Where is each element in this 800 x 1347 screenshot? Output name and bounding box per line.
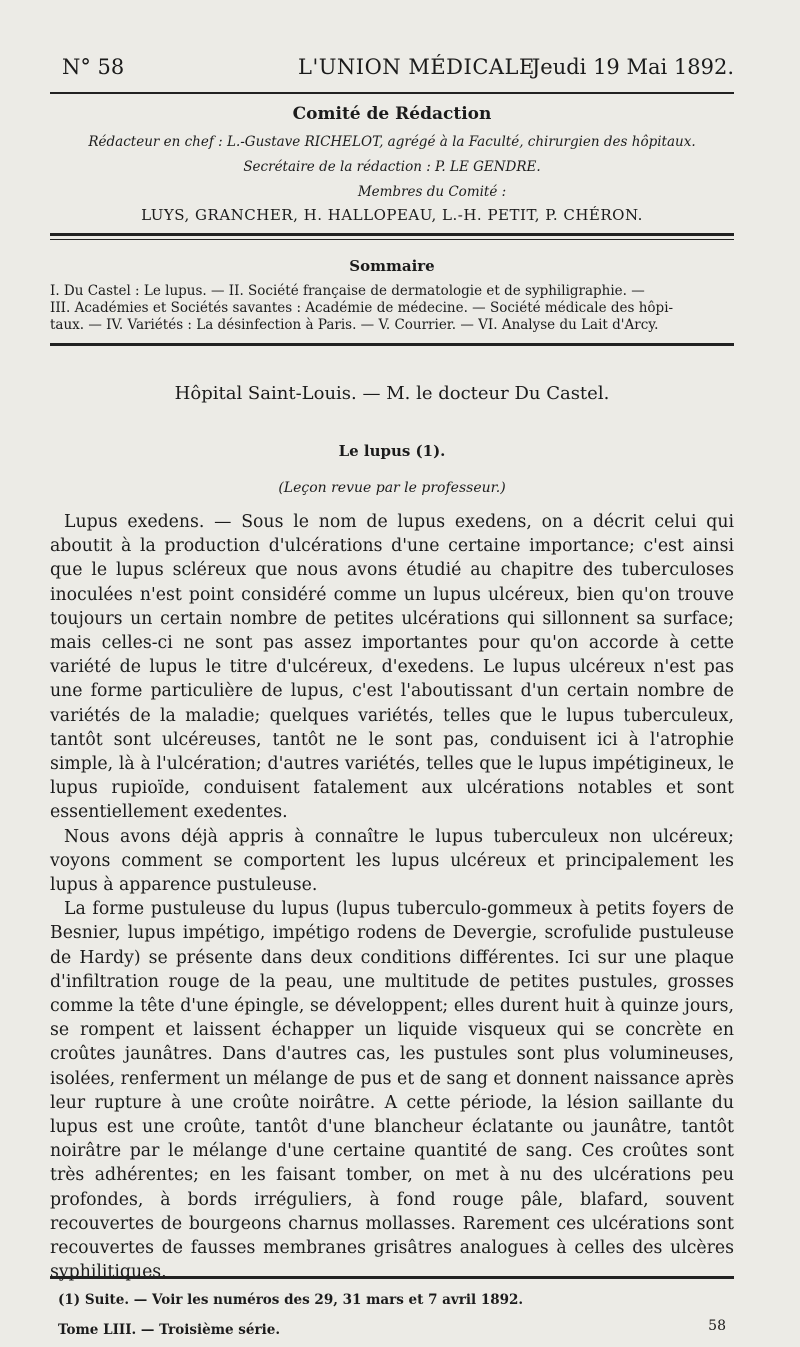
- article-paragraph: Lupus exedens. — Sous le nom de lupus exedens, on a décrit celui qui aboutit à la production d'ulcérations d'une certaine importance; c'est ainsi que le lupus scléreux que nous avons étudié au chapitre des tuberculoses inoculées n'est point considéré comme un lupus ulcéreux, bien qu'on trouve toujours un certain nombre de petites ulcérations qui sillonnent sa surface; mais celles-ci ne sont pas assez importantes pour qu'on accorde à cette variété de lupus le titre d'ulcéreux, d'exedens. Le lupus ulcéreux n'est pas une forme particulière de lupus, c'est l'aboutissant d'un certain nombre de variétés de la maladie; quelques variétés, telles que le lupus tuberculeux, tantôt sont ulcéreuses, tantôt ne le sont pas, conduisent ici à l'atrophie simple, là à l'ulcération; d'autres variétés, telles que le lupus impétigineux, le lupus rupioïde, conduisent fatalement aux ulcérations notables et sont essentiellement exedentes.: [50, 512, 734, 823]
- article-note: (Leçon revue par le professeur.): [278, 480, 506, 496]
- article-paragraph: La forme pustuleuse du lupus (lupus tuberculo-gommeux à petits foyers de Besnier, lupus impétigo, impétigo rodens de Devergie, scrofulide pustuleuse de Hardy) se présente dans deux conditions différentes. Ici sur une plaque d'infiltration rouge de la peau, une multitude de petites pustules, grosses comme la tête d'une épingle, se développent; elles durent huit à quinze jours, se rompent et laissent échapper un liquide visqueux qui se concrète en croûtes jaunâtres. Dans d'autres cas, les pustules sont plus volumineuses, isolées, renferment un mélange de pus et de sang et donnent naissance après leur rupture à une croûte noirâtre. A cette période, la lésion saillante du lupus est une croûte, tantôt d'une blancheur éclatante ou jaunâtre, tantôt noirâtre par le mélange d'une certaine quantité de sang. Ces croûtes sont très adhérentes; en les faisant tomber, on met à nu des ulcérations peu profondes, à bords irréguliers, à fond rouge pâle, blafard, souvent recouvertes de bourgeons charnus mollasses. Rarement ces ulcérations sont recouvertes de fausses membranes grisâtres analogues à celles des ulcères syphilitiques.: [50, 899, 734, 1283]
- header-rule: [50, 92, 734, 94]
- committee-title: Comité de Rédaction: [292, 104, 492, 124]
- committee-secretary: Secrétaire de la rédaction : P. LE GENDRE.: [243, 159, 541, 175]
- article-paragraph: Nous avons déjà appris à connaître le lupus tuberculeux non ulcéreux; voyons comment se comportent les lupus ulcéreux et principalement les lupus à apparence pustuleuse.: [50, 826, 734, 896]
- summary-title: Sommaire: [349, 257, 435, 275]
- issue-date: Jeudi 19 Mai 1892.: [531, 55, 734, 79]
- journal-title: L'UNION MÉDICALE: [298, 55, 535, 79]
- committee-members: LUYS, GRANCHER, H. HALLOPEAU, L.-H. PETIT, P. CHÉRON.: [141, 206, 643, 224]
- summary-block: [50, 283, 734, 334]
- committee-editor: Rédacteur en chef : L.-Gustave RICHELOT, agrégé à la Faculté, chirurgien des hôpitaux.: [88, 134, 696, 150]
- volume-info: Tome LIII. — Troisième série.: [58, 1322, 281, 1338]
- summary-line: I. Du Castel : Le lupus. — II. Société française de dermatologie et de syphiligraphie. —: [50, 283, 645, 299]
- committee-members-label: Membres du Comité :: [357, 184, 507, 200]
- page-header: [62, 55, 734, 89]
- summary-line: taux. — IV. Variétés : La désinfection à Paris. — V. Courrier. — VI. Analyse du Lait d'Arcy.: [50, 317, 659, 333]
- article-body: [50, 510, 734, 1285]
- footnote: (1) Suite. — Voir les numéros des 29, 31 mars et 7 avril 1892.: [58, 1292, 524, 1308]
- committee-rule: [50, 233, 734, 236]
- issue-number: N° 58: [62, 55, 125, 79]
- article-subtitle: Le lupus (1).: [338, 442, 446, 460]
- summary-line: III. Académies et Sociétés savantes : Académie de médecine. — Société médicale des hôpi-: [50, 300, 674, 316]
- page-number: 58: [708, 1318, 726, 1334]
- committee-rule-thin: [50, 239, 734, 240]
- article-title: Hôpital Saint-Louis. — M. le docteur Du Castel.: [174, 383, 610, 404]
- summary-rule: [50, 343, 734, 346]
- footnote-rule: [50, 1276, 734, 1279]
